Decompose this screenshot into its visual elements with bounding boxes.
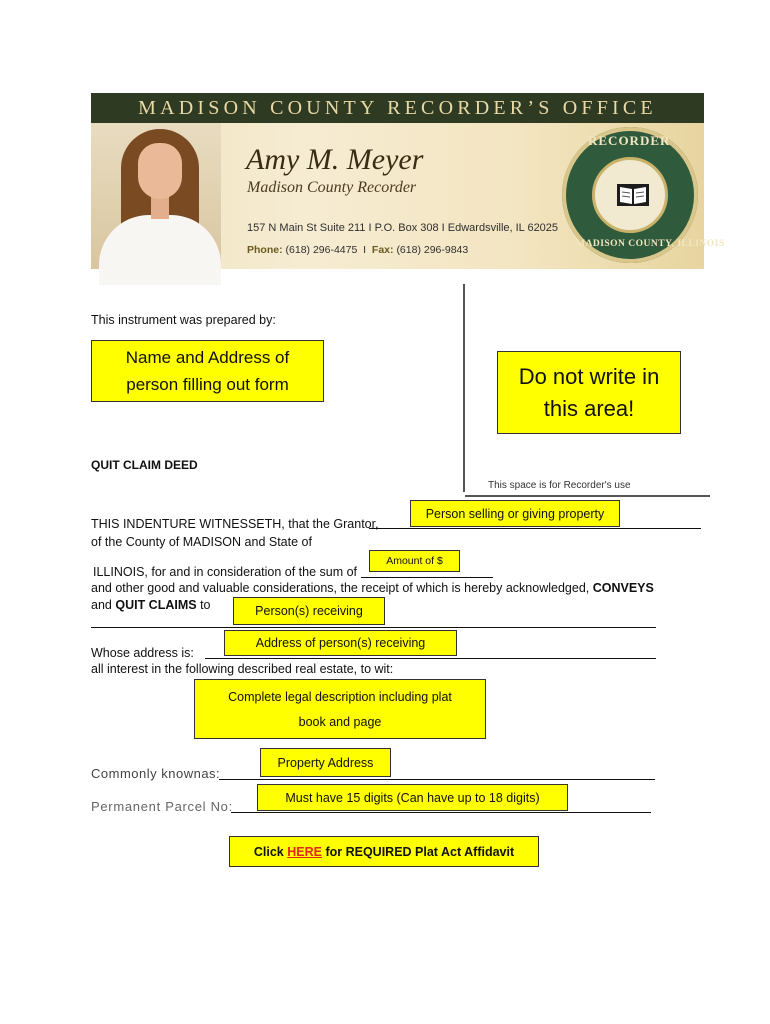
grantor-line — [369, 528, 701, 529]
legal-description-field[interactable]: Complete legal description including plat book and page — [194, 679, 486, 739]
real-estate-label: all interest in the following described real estate, to wit: — [91, 662, 394, 676]
book-icon — [616, 182, 650, 208]
grantee-field[interactable]: Person(s) receiving — [233, 597, 385, 625]
whose-address-label: Whose address is: — [91, 646, 194, 660]
do-not-write-notice: Do not write in this area! — [497, 351, 681, 434]
office-address: 157 N Main St Suite 211 I P.O. Box 308 I Edwardsville, IL 62025 — [247, 222, 559, 234]
parcel-number-field[interactable]: Must have 15 digits (Can have up to 18 digits) — [257, 784, 568, 811]
recorder-title: Madison County Recorder — [247, 179, 417, 196]
office-banner-text: MADISON COUNTY RECORDER’S OFFICE — [138, 96, 657, 119]
conveys-line: and other good and valuable considerations, the receipt of which is hereby acknowledged, CONVEYS — [91, 581, 654, 595]
grantor-field[interactable]: Person selling or giving property — [410, 500, 620, 527]
seal-top-text: RECORDER — [588, 133, 671, 148]
commonly-known-line — [219, 779, 655, 780]
seal-bottom-text: MADISON COUNTY, ILLINOIS — [576, 239, 725, 249]
here-link[interactable]: HERE — [287, 844, 322, 859]
office-banner — [91, 93, 704, 123]
document-title: QUIT CLAIM DEED — [91, 458, 198, 472]
recorder-area-border-horizontal — [465, 495, 710, 497]
recorder-space-label: This space is for Recorder's use — [488, 480, 631, 491]
amount-field[interactable]: Amount of $ — [369, 550, 460, 572]
property-address-field[interactable]: Property Address — [260, 748, 391, 777]
preparer-name-address-field[interactable]: Name and Address of person filling out form — [91, 340, 324, 402]
recorder-area-border-vertical — [463, 284, 465, 492]
grantee-address-field[interactable]: Address of person(s) receiving — [224, 630, 457, 656]
amount-line — [361, 577, 493, 578]
commonly-known-label: Commonly knownas: — [91, 766, 221, 781]
grantor-label: THIS INDENTURE WITNESSETH, that the Grantor, — [91, 517, 379, 531]
prepared-by-label: This instrument was prepared by: — [91, 313, 276, 327]
parcel-number-label: Permanent Parcel No: — [91, 799, 233, 814]
grantee-line — [91, 627, 656, 628]
recorder-photo — [91, 123, 221, 269]
office-phone: Phone: (618) 296-4475 I Fax: (618) 296-9843 — [247, 244, 469, 256]
county-state-label: of the County of MADISON and State of — [91, 535, 312, 549]
quit-claims-line: and QUIT CLAIMS to — [91, 598, 211, 612]
address-line — [205, 658, 656, 659]
plat-act-affidavit-link[interactable]: Click HERE for REQUIRED Plat Act Affidavit — [229, 836, 539, 867]
recorder-header — [91, 123, 725, 269]
recorder-name: Amy M. Meyer — [246, 143, 424, 176]
parcel-number-line — [231, 812, 651, 813]
consideration-label: ILLINOIS, for and in consideration of the sum of — [93, 565, 358, 579]
recorder-seal — [562, 127, 725, 263]
